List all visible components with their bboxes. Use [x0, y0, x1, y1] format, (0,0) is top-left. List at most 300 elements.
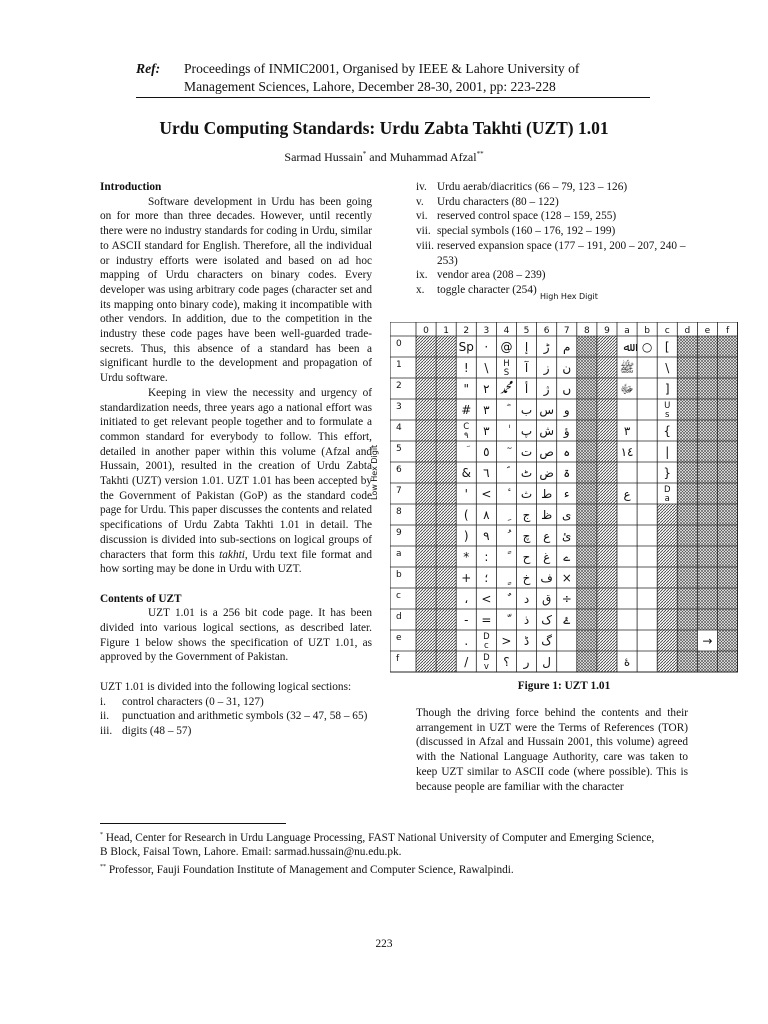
reserved-cell: [657, 504, 677, 525]
reserved-cell: [597, 504, 617, 525]
reserved-cell: [697, 399, 717, 420]
reserved-cell: [436, 336, 456, 357]
code-cell: \: [665, 361, 670, 375]
reserved-cell: [597, 567, 617, 588]
code-cell: @: [500, 340, 513, 354]
reserved-cell: [718, 525, 738, 546]
code-cell: إ: [524, 340, 529, 354]
code-cell: [507, 582, 511, 585]
footnote-2: ** Professor, Fauji Foundation Institute of Management and Computer Science, Rawalpindi.: [100, 863, 514, 876]
code-cell: ق: [541, 592, 552, 606]
code-cell: <: [481, 592, 492, 606]
column-header: a: [624, 326, 630, 336]
row-header: 2: [396, 381, 402, 391]
code-cell: ٩: [463, 431, 469, 441]
reserved-cell: [577, 504, 597, 525]
column-header: 2: [463, 326, 470, 336]
reserved-cell: [677, 357, 697, 378]
reserved-cell: [436, 504, 456, 525]
code-cell: /: [464, 655, 469, 669]
column-header: 3: [483, 326, 490, 336]
code-cell: ط: [541, 487, 553, 501]
code-cell: ': [464, 487, 468, 501]
reserved-cell: [416, 420, 436, 441]
row-header: e: [396, 633, 402, 643]
reserved-cell: [436, 651, 456, 672]
code-cell: >: [501, 634, 512, 648]
reserved-cell: [718, 357, 738, 378]
code-cell: [507, 488, 510, 491]
reserved-cell: [718, 609, 738, 630]
code-cell: گ: [541, 634, 553, 648]
row-header: 0: [396, 339, 402, 349]
intro-p2-emphasis: takhti: [219, 548, 245, 561]
reserved-cell: [657, 630, 677, 651]
list-item: iv. Urdu aerab/diacritics (66 – 79, 123 – 126): [416, 181, 628, 193]
reserved-cell: [718, 420, 738, 441]
reserved-cell: [697, 378, 717, 399]
code-cell: ·: [484, 340, 489, 354]
code-cell: ذ: [523, 613, 530, 627]
reserved-cell: [697, 651, 717, 672]
reserved-cell: [677, 420, 697, 441]
reserved-cell: [697, 462, 717, 483]
reserved-cell: [718, 483, 738, 504]
code-cell: [507, 592, 511, 596]
code-cell: ع: [623, 487, 631, 501]
code-cell: ﷲ: [623, 340, 631, 354]
reserved-cell: [416, 546, 436, 567]
high-hex-digit-label: High Hex Digit: [540, 292, 598, 301]
reserved-cell: [697, 357, 717, 378]
column-header: b: [644, 326, 651, 336]
row-header: a: [396, 549, 402, 559]
code-cell: ہ: [563, 445, 571, 459]
reserved-cell: [677, 651, 697, 672]
code-cell: ء: [563, 487, 570, 501]
code-cell: د: [523, 592, 530, 606]
reserved-cell: [436, 420, 456, 441]
reserved-cell: [597, 609, 617, 630]
column-header: d: [684, 326, 691, 336]
reserved-cell: [416, 462, 436, 483]
code-cell: ظ: [541, 508, 553, 522]
code-cell: ٣: [483, 424, 490, 438]
code-cell: ڈ: [523, 634, 530, 648]
code-cell: <: [481, 487, 492, 501]
code-cell: H: [503, 359, 510, 369]
code-cell: أ: [524, 382, 529, 396]
list-item: ix. vendor area (208 – 239): [416, 269, 546, 282]
reserved-cell: [718, 378, 738, 399]
code-cell: s: [665, 410, 670, 420]
reserved-cell: [436, 378, 456, 399]
reserved-cell: [677, 630, 697, 651]
code-cell: *: [463, 550, 470, 564]
code-cell: ع: [543, 529, 551, 543]
intro-paragraph-1: Software development in Urdu has been going on for more than three decades. However, until recently there were no industry standards for coding in Urdu, similar to ASCII standard for English. Therefore, all the individual or industry efforts were isolated and based on ad hoc mapping of Urdu characters on binary codes. Every developer was using arbitrary code pages (character set and its mapping onto binary code), making it incompatible with other vendors. In addition, due to the competition in the industry these code pages have been well-guarded trade-secrets. Thus, this absence of a standard has been a significant hurdle to the development and propagation of Urdu software.: [100, 195, 372, 385]
code-cell: م: [563, 340, 571, 354]
column-header: e: [704, 326, 711, 336]
reserved-cell: [677, 609, 697, 630]
authors: [0, 150, 768, 165]
code-cell: ز: [543, 361, 550, 375]
reserved-cell: [436, 588, 456, 609]
code-cell: ؛: [484, 571, 489, 585]
code-cell: ج: [522, 508, 531, 522]
reserved-cell: [416, 336, 436, 357]
code-cell: {: [663, 424, 672, 438]
reserved-cell: [416, 357, 436, 378]
code-cell: ن: [562, 361, 572, 375]
code-cell: [507, 613, 511, 617]
code-cell: D: [483, 632, 490, 642]
code-cell: c: [484, 641, 489, 651]
column-header: c: [664, 326, 670, 336]
column-header: 7: [563, 326, 570, 336]
ref-label: Ref:: [136, 61, 161, 76]
code-cell: ٩: [483, 529, 490, 543]
reserved-cell: [718, 651, 738, 672]
code-cell: →: [702, 634, 713, 648]
reserved-cell: [697, 609, 717, 630]
code-cell: #: [461, 403, 472, 417]
list-item: vi. reserved control space (128 – 159, 255): [416, 210, 617, 223]
reserved-cell: [677, 399, 697, 420]
code-cell: ٦: [483, 466, 490, 480]
code-cell: ﷴ: [499, 382, 514, 396]
reserved-cell: [697, 588, 717, 609]
code-cell: ٥: [483, 445, 490, 459]
reserved-cell: [657, 609, 677, 630]
left-column: [100, 180, 372, 739]
code-cell: ÷: [561, 592, 572, 606]
reserved-cell: [677, 504, 697, 525]
code-cell: (: [463, 508, 469, 522]
reserved-cell: [577, 609, 597, 630]
code-cell: |: [665, 445, 670, 459]
row-header: 7: [396, 486, 402, 496]
reserved-cell: [677, 588, 697, 609]
code-cell: [507, 529, 511, 533]
reserved-cell: [597, 483, 617, 504]
reserved-cell: [577, 462, 597, 483]
reserved-cell: [597, 336, 617, 357]
reserved-cell: [577, 336, 597, 357]
reserved-cell: [416, 609, 436, 630]
code-cell: ث: [520, 487, 533, 501]
list-item: x. toggle character (254): [416, 283, 537, 296]
reserved-cell: [697, 336, 717, 357]
contents-heading: Contents of UZT: [100, 592, 182, 605]
code-cell: [507, 519, 511, 521]
reserved-cell: [436, 630, 456, 651]
column-header: f: [725, 326, 730, 336]
column-header: 9: [604, 326, 610, 336]
reserved-cell: [577, 588, 597, 609]
code-cell: }: [663, 466, 672, 480]
code-cell: ی: [562, 508, 572, 522]
code-cell: ٨: [483, 508, 490, 522]
reserved-cell: [718, 546, 738, 567]
code-cell: ": [463, 382, 470, 396]
code-cell: D: [663, 485, 671, 495]
reserved-cell: [697, 420, 717, 441]
authors-and: and: [366, 150, 390, 164]
reserved-cell: [677, 336, 697, 357]
reserved-cell: [416, 588, 436, 609]
column-header: 5: [523, 326, 530, 336]
reserved-cell: [597, 357, 617, 378]
code-cell: S: [503, 368, 510, 378]
code-cell: ح: [522, 550, 531, 564]
code-cell: ت: [520, 445, 533, 459]
code-cell: [506, 447, 512, 449]
code-cell: v: [483, 662, 489, 672]
code-cell: ۃ: [563, 466, 571, 480]
reserved-cell: [718, 630, 738, 651]
row-header: 8: [396, 507, 402, 517]
code-cell: ٣: [623, 424, 631, 438]
reserved-cell: [697, 525, 717, 546]
reserved-cell: [597, 462, 617, 483]
reserved-cell: [657, 546, 677, 567]
code-cell: ،: [464, 592, 469, 606]
body-paragraph-right: Though the driving force behind the contents and their arrangement in UZT were the Terms of References (TOR) (discussed in Afzal and Hussain 2001, this volume) agreed with the National Language Authority, care was taken to keep UZT similar to ASCII code (where possible). This is because people are familiar with the character: [416, 707, 688, 793]
reserved-cell: [597, 399, 617, 420]
row-header: d: [396, 612, 402, 622]
reserved-cell: [577, 525, 597, 546]
reserved-cell: [697, 441, 717, 462]
code-cell: -: [464, 613, 469, 627]
code-cell: ل: [542, 655, 552, 669]
reserved-cell: [597, 546, 617, 567]
reserved-cell: [597, 378, 617, 399]
reserved-cell: [718, 588, 738, 609]
row-header: 3: [396, 402, 402, 412]
reserved-cell: [657, 588, 677, 609]
footnote-1: * Head, Center for Research in Urdu Language Processing, FAST National University of Computer and Emerging Science, B Block, Faisal Town, Lahore. Email: sarmad.hussain@nu.edu.pk.: [100, 831, 655, 859]
column-header: 4: [503, 326, 510, 336]
code-cell: ب: [520, 403, 533, 417]
reserved-cell: [677, 462, 697, 483]
code-cell: غ: [543, 550, 551, 564]
reserved-cell: [677, 483, 697, 504]
code-cell: !: [463, 361, 469, 375]
right-column: [416, 180, 688, 298]
code-cell: \: [484, 361, 489, 375]
header-rule: [136, 97, 650, 98]
ref-line-1: Proceedings of INMIC2001, Organised by IEEE & Lahore University of: [184, 61, 580, 76]
reserved-cell: [697, 567, 717, 588]
code-cell: ک: [541, 613, 553, 627]
reserved-cell: [677, 567, 697, 588]
row-header: 4: [396, 423, 402, 433]
intro-p2-text: Keeping in view the necessity and urgency of standardization needs, three years ago a national effort was initiated to get relevant people together and to formulate a common standard for everybody to follow. This effort, detailed in another paper within this volume (Afzal and Hussain, 2001), resulted in the creation of Urdu Zabta Takhti (UZT) version 1.01. UZT 1.01 has been accepted by the Government of Pakistan (GoP) as the standard code page for Urdu. This paper discusses the contents and related specifications of Urdu Zabta Takhti 1.01 in detail. The discussion is divided into sub-sections on logical groups of characters that form this: [100, 386, 372, 561]
code-cell: س: [539, 403, 554, 417]
list-item: viii. reserved expansion space (177 – 191, 200 – 207, 240 – 253): [416, 239, 686, 267]
contents-paragraph-1: UZT 1.01 is a 256 bit code page. It has been divided into various logical sections, as described later. Figure 1 below shows the specification of UZT 1.01, as approved by the Government of Pakistan.: [100, 607, 372, 664]
reserved-cell: [657, 651, 677, 672]
reserved-cell: [677, 525, 697, 546]
code-cell: ض: [539, 466, 554, 480]
code-cell: ڑ: [543, 340, 550, 354]
low-hex-digit-label: Low Hex Digit: [370, 444, 379, 500]
code-cell: ش: [539, 424, 554, 438]
reserved-cell: [697, 483, 717, 504]
reserved-cell: [436, 441, 456, 462]
code-cell: ﷻ: [620, 382, 634, 396]
code-cell: ٢: [483, 382, 490, 396]
code-cell: خ: [522, 571, 531, 585]
code-cell: ؤ: [563, 424, 570, 438]
reserved-cell: [577, 567, 597, 588]
reserved-cell: [597, 630, 617, 651]
sections-list-left: [100, 695, 372, 739]
code-cell: ٣: [483, 403, 490, 417]
reserved-cell: [577, 399, 597, 420]
reserved-cell: [577, 546, 597, 567]
paper-title: Urdu Computing Standards: Urdu Zabta Takhti (UZT) 1.01: [159, 118, 609, 138]
reserved-cell: [718, 462, 738, 483]
reserved-cell: [416, 378, 436, 399]
column-header: 1: [443, 326, 450, 336]
reserved-cell: [436, 609, 456, 630]
row-header: b: [396, 570, 402, 580]
reserved-cell: [436, 546, 456, 567]
code-cell: .: [464, 634, 469, 648]
code-cell: [506, 466, 510, 469]
code-cell: ○: [641, 340, 653, 354]
reserved-cell: [718, 567, 738, 588]
reserved-cell: [597, 651, 617, 672]
reserved-cell: [718, 399, 738, 420]
reserved-cell: [436, 483, 456, 504]
reserved-cell: [697, 504, 717, 525]
reserved-cell: [597, 441, 617, 462]
code-cell: ٹ: [520, 466, 533, 480]
reserved-cell: [597, 420, 617, 441]
code-cell: ئ: [562, 529, 572, 543]
reserved-cell: [577, 651, 597, 672]
code-cell: ے: [563, 550, 571, 564]
reserved-cell: [436, 462, 456, 483]
sections-list-right: [416, 180, 688, 298]
author-2: Muhammad Afzal: [389, 150, 477, 164]
intro-p2-end: , Urdu text file format and how sorting may be done in Urdu with UZT.: [100, 548, 372, 576]
intro-heading: Introduction: [100, 181, 162, 193]
author-2-mark: **: [476, 150, 484, 158]
code-cell: و: [563, 403, 570, 417]
code-cell: ۓ: [563, 613, 571, 627]
column-header: 8: [583, 326, 590, 336]
row-header: f: [396, 654, 400, 664]
code-cell: [506, 403, 511, 407]
list-item: i. control characters (0 – 31, 127): [100, 695, 264, 708]
code-cell: [: [664, 340, 670, 354]
reserved-cell: [416, 630, 436, 651]
reserved-cell: [416, 651, 436, 672]
reserved-cell: [416, 567, 436, 588]
code-cell: پ: [520, 424, 533, 438]
row-header: 6: [396, 465, 402, 475]
uzt-code-table: [390, 322, 738, 674]
reserved-cell: [718, 504, 738, 525]
list-item: iii. digits (48 – 57): [100, 724, 192, 737]
reserved-cell: [436, 357, 456, 378]
code-cell: ×: [561, 571, 572, 585]
column-header: 6: [543, 326, 550, 336]
list-item: ii. punctuation and arithmetic symbols (32 – 47, 58 – 65): [100, 710, 368, 723]
figure-caption: Figure 1: UZT 1.01: [517, 680, 611, 692]
reserved-cell: [436, 567, 456, 588]
reserved-cell: [677, 546, 697, 567]
reference-header: [136, 60, 656, 96]
page-number: 223: [375, 938, 393, 950]
code-cell: D: [483, 653, 490, 663]
code-cell: آ: [524, 361, 529, 375]
code-cell: ں: [562, 382, 572, 396]
reserved-cell: [436, 525, 456, 546]
intro-paragraph-2: [100, 386, 372, 577]
reserved-cell: [416, 525, 436, 546]
list-item: vii. special symbols (160 – 176, 192 – 199): [416, 225, 616, 238]
reserved-cell: [597, 525, 617, 546]
reserved-cell: [718, 441, 738, 462]
row-header: c: [396, 591, 401, 601]
code-cell: چ: [522, 529, 531, 543]
reserved-cell: [577, 630, 597, 651]
code-cell: &: [461, 466, 471, 480]
reserved-cell: [577, 483, 597, 504]
reserved-cell: [597, 588, 617, 609]
code-cell: a: [664, 494, 670, 504]
code-cell: C: [463, 422, 470, 432]
reserved-cell: [697, 546, 717, 567]
row-header: 1: [396, 360, 402, 370]
code-cell: +: [461, 571, 472, 585]
code-cell: ر: [523, 655, 530, 669]
code-cell: [507, 551, 511, 554]
reserved-cell: [436, 399, 456, 420]
reserved-cell: [577, 441, 597, 462]
reserved-cell: [657, 567, 677, 588]
code-cell: ص: [539, 445, 554, 459]
code-cell: [466, 445, 470, 447]
list-item: v. Urdu characters (80 – 122): [416, 195, 559, 208]
author-1: Sarmad Hussain: [284, 150, 363, 164]
reserved-cell: [416, 441, 436, 462]
code-cell: U: [664, 401, 671, 411]
column-header: 0: [423, 326, 429, 336]
reserved-cell: [677, 378, 697, 399]
code-cell: :: [484, 550, 489, 564]
code-cell: ): [463, 529, 469, 543]
code-cell: ١٤: [620, 445, 634, 459]
row-header: 9: [396, 528, 402, 538]
code-cell: ﷺ: [619, 361, 635, 375]
reserved-cell: [577, 420, 597, 441]
row-header: 5: [396, 444, 402, 454]
reserved-cell: [416, 483, 436, 504]
code-cell: Sp: [458, 340, 474, 354]
contents-paragraph-2: UZT 1.01 is divided into the following logical sections:: [100, 680, 352, 693]
code-cell: =: [481, 613, 492, 627]
reserved-cell: [657, 525, 677, 546]
code-cell: ]: [664, 382, 670, 396]
reserved-cell: [577, 357, 597, 378]
reserved-cell: [577, 378, 597, 399]
